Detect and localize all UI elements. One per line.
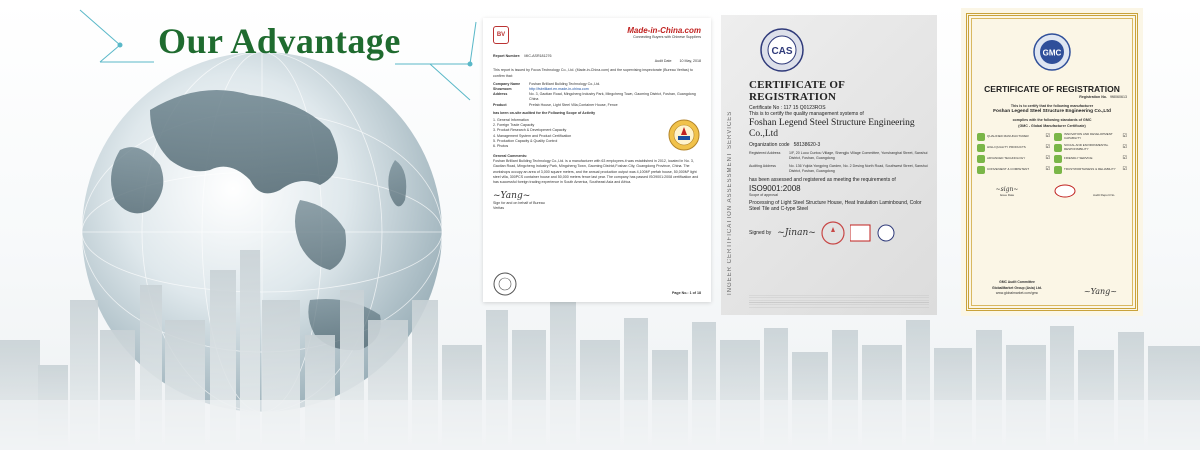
showroom-label: Showroom [493, 87, 512, 92]
criteria-item: QUALIFIED MANUFACTURER [987, 133, 1029, 138]
check-icon: ☑ [1122, 166, 1127, 173]
scope-item: 4. Management System and Product Certification [493, 133, 572, 138]
criteria-icon [977, 133, 985, 141]
cas-scope: Processing of Light Steel Structure House, Heat Insulation Laminbound, Color Steel Tile and C-type Steel [749, 199, 922, 213]
audited-supplier-badge [667, 118, 701, 152]
cas-signed-label: Signed by [749, 230, 772, 237]
gmc-issue-label: Issue Date [999, 192, 1015, 197]
gmc-complies-sub: (GMC - Global Manufacturer Certificate) [1018, 123, 1086, 128]
cas-reg-address-label: Registered Address [749, 150, 781, 155]
cas-scope-label: Scope of approval [749, 192, 778, 197]
report-intro: This report is issued by Focus Technology Co., Ltd. (Made-in-China.com) and the supervising inspectorate (Bureau Veritas) to confirm that: [493, 68, 693, 78]
cas-title: CERTIFICATE OF REGISTRATION [749, 79, 845, 103]
accreditation-logos [850, 224, 898, 242]
cas-cert-no: 117 15 Q0123ROS [783, 105, 826, 111]
cas-seal [759, 27, 805, 73]
gmc-certify-text: This is to certify that the following manufacturer [1010, 104, 1094, 109]
check-icon: ☑ [1045, 155, 1050, 162]
cas-certify-text: This is to certify the quality management systems of [749, 111, 864, 118]
cas-company-name: Foshan Legend Steel Structure Engineering Co.,Ltd [749, 118, 915, 140]
audit-date: 10 May, 2018 [679, 59, 701, 64]
scope-item: 1. General Information [493, 118, 529, 123]
gmc-audit-label: Audit Report No. [1093, 192, 1116, 197]
red-company-stamp [820, 220, 846, 246]
check-icon: ☑ [1045, 166, 1050, 173]
company-name: Foshan Brilliant Building Technology Co.,Ltd. [529, 81, 601, 86]
cas-side-text: INGEER CERTIFICATION ASSESSMENT SERVICES [727, 110, 733, 295]
scope-item: 6. Photos [493, 144, 509, 149]
made-in-china-logo: Made-in-China.com [627, 26, 701, 35]
ul-logo [1054, 184, 1076, 198]
cas-cert-no-label: Certificate No : [749, 105, 783, 111]
criteria-item: CONVENIENT & COMPETENT [987, 166, 1030, 171]
gmc-company-name: Foshan Legend Steel Structure Engineering Co.,Ltd [993, 109, 1111, 115]
gmc-footer-group: GlobalMarket Group (Asia) Ltd. [991, 285, 1043, 290]
cas-org-code-label: Organization code [749, 142, 790, 149]
inspectorate-seal [493, 272, 517, 296]
gmc-title: CERTIFICATE OF REGISTRATION [984, 84, 1120, 94]
brand-tagline: Connecting Buyers with Chinese Suppliers [633, 35, 701, 39]
gmc-footer-committee: GMC Audit Committee [999, 280, 1035, 285]
audit-date-label: Audit Date [654, 59, 672, 64]
cas-fine-print [749, 295, 929, 309]
cas-assessed-text: has been assessed and registered as meeting the requirements of [749, 177, 896, 184]
criteria-icon [977, 155, 985, 163]
product-list: Prefab House, Light Steel Villa,Container House, Fence [529, 102, 618, 107]
scope-item: 3. Product Research & Development Capacity [493, 128, 567, 133]
criteria-item: HIGH QUALITY PRODUCTS [987, 144, 1026, 149]
criteria-item: TRUSTWORTHINESS & RELIABILITY [1064, 166, 1116, 171]
cas-org-code: 58138620-3 [793, 142, 821, 149]
gmc-chairman-signature: ~Yang~ [1083, 287, 1117, 296]
criteria-icon [1054, 133, 1062, 141]
criteria-icon [1054, 155, 1062, 163]
gmc-complies-text: complies with the following standards of GMC [1012, 118, 1092, 123]
bureau-veritas-logo: BV [493, 26, 509, 44]
company-address: No. 3, Gaotian Road, Mingcheng Industry Park, Mingcheng Town, Gaoming District, Foshan, Guangdong China [529, 92, 696, 102]
gmc-registration-certificate [961, 8, 1143, 316]
scope-item: 5. Production Capacity & Quality Control [493, 138, 558, 143]
check-icon: ☑ [1122, 144, 1127, 151]
criteria-icon [977, 144, 985, 152]
criteria-item: FRIENDLY SERVICE [1064, 155, 1093, 160]
cas-registration-certificate [721, 15, 937, 315]
signed-on-behalf: Sign for and on behalf of Bureau Veritas [493, 201, 545, 211]
page-title: Our Advantage [158, 21, 401, 61]
cas-auditing-address-label: Auditing Address [749, 164, 776, 169]
gmc-seal-label: GMC [1042, 48, 1062, 58]
report-number-label: Report Number: [493, 54, 521, 58]
criteria-icon [1054, 166, 1062, 174]
signature: ~Yang~ [493, 191, 531, 202]
check-icon: ☑ [1045, 144, 1050, 151]
cas-signature: ~Jinan~ [777, 228, 816, 239]
criteria-icon [977, 166, 985, 174]
audit-report-certificate [483, 18, 711, 302]
check-icon: ☑ [1045, 133, 1050, 140]
criteria-icon [1054, 144, 1062, 152]
criteria-item: INNOVATION AND DEVELOPMENT CAPABILITY [1064, 132, 1113, 140]
scope-intro: has been on-site audited for the Following Scope of Activity [493, 110, 596, 115]
cas-reg-address: 1/F, 20 Luou Cuntou Village, Shengjiu Village Committee, Yunshanghai Street, Sanshui District, Foshan, Guangdong [789, 150, 928, 160]
cas-standard: ISO9001:2008 [749, 183, 801, 193]
criteria-item: ADVANCED TECHNOLOGY [987, 155, 1026, 160]
gmc-footer-url: www.globalmarket.com/gmc [995, 290, 1039, 295]
general-comments: Foshan Brilliant Building Technology Co.,Ltd. is a manufacturer with 63 employees.it was established in 2012, located in No. 3, Gaotian Road, Mingcheng Industry Park, Mingcheng Town, Gaoming District,Foshan City, Guangdong Province, China. The workshops occupy an area of 3,000 square meters, and the annual production output was 4,100M² prefab house, 50,000M² light steel villa, 300PCS container house and 50,000 meters fence last year. The company has passed ISO9001:2008 certification and has successful foreign trading experience in South America, Southeast Asia and Africa. [493, 159, 699, 185]
address-label: Address [493, 92, 508, 97]
comments-label: General Comments: [493, 154, 528, 159]
gmc-signature: ~sign~ [995, 186, 1019, 194]
gmc-reg-no: 9f8060613 [1110, 95, 1127, 99]
check-icon: ☑ [1122, 133, 1127, 140]
company-label: Company Name [493, 81, 521, 86]
product-label: Product [493, 102, 507, 107]
cas-seal-label: CAS [771, 46, 793, 57]
scope-item: 2. Foreign Trade Capacity [493, 123, 535, 128]
showroom-url: http://fsbrilliant.en.made-in-china.com [529, 87, 589, 92]
gmc-seal [1032, 32, 1072, 72]
page-number: Page No.: 1 of 18 [672, 290, 701, 295]
cas-auditing-address: No. 136 Yujida Yongping Garden, No. 2 Desing North Road, Southwest Street, Sanshui District, Foshan, Guangdong [789, 164, 928, 174]
report-number: MIC-ASR181276 [524, 54, 552, 58]
gmc-reg-no-label: Registration No. [1079, 95, 1107, 99]
check-icon: ☑ [1122, 155, 1127, 162]
criteria-item: SOCIAL AND ENVIRONMENTAL RESPONSIBILITY [1064, 143, 1109, 151]
